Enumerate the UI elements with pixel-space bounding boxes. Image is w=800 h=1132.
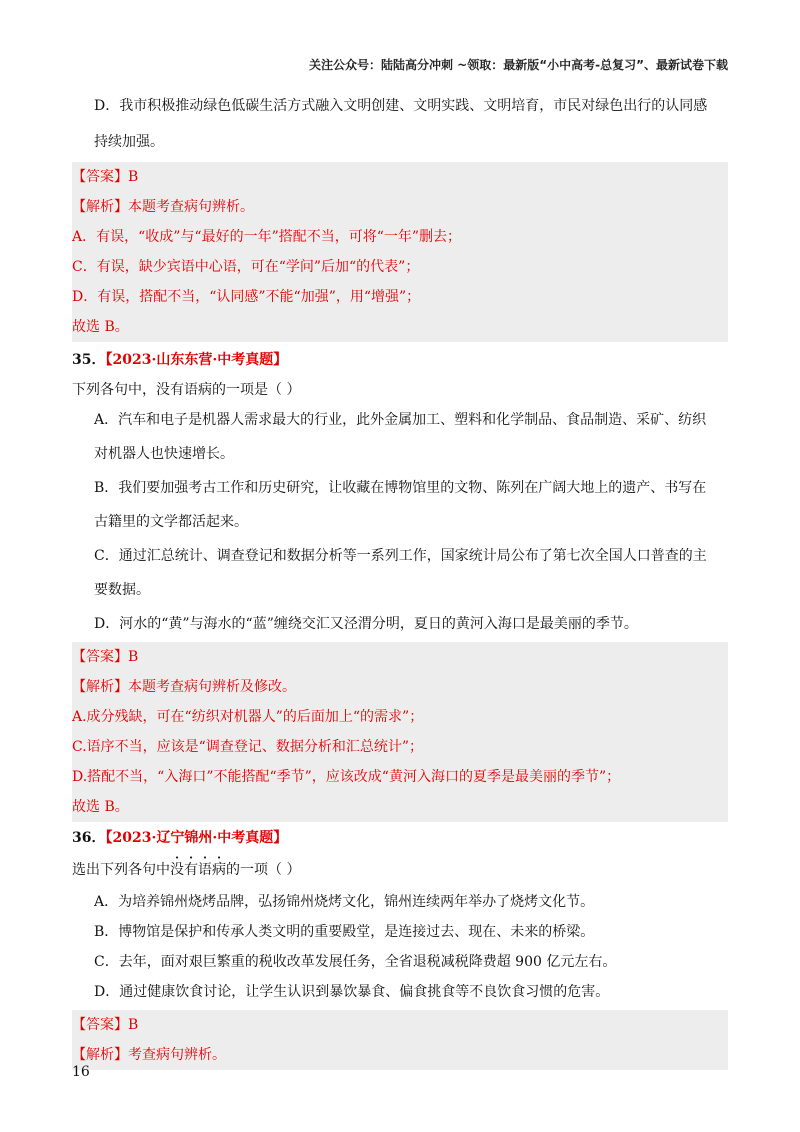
q35-conclusion: 故选 B。 <box>72 799 129 815</box>
q36-heading <box>72 826 728 850</box>
q35-option-c-line2: 要数据。 <box>94 582 150 598</box>
q36-number: 36． <box>72 830 106 846</box>
answer-tag: 【答案】 <box>72 649 128 665</box>
analysis-tag: 【解析】 <box>72 1047 128 1063</box>
analysis-tag: 【解析】 <box>72 679 128 695</box>
q36-option-d: D．通过健康饮食讨论，让学生认识到暴饮暴食、偏食挑食等不良饮食习惯的危害。 <box>94 984 610 1000</box>
q35-analysis <box>72 676 728 698</box>
q36-analysis <box>72 1044 728 1066</box>
prev-answer-block <box>72 162 728 342</box>
analysis-text: 考查病句辨析。 <box>128 1047 226 1063</box>
q35-stem: 下列各句中，没有语病的一项是（ ） <box>72 382 301 398</box>
prev-note-d: D．有误，搭配不当，“认同感”不能“加强”，用“增强”； <box>72 289 421 305</box>
answer-tag: 【答案】 <box>72 1017 128 1033</box>
q36-stem-before: 选出下列各句中 <box>72 862 170 878</box>
q36-answer <box>72 1014 728 1036</box>
q35-note-c: C.语序不当，应该是“调查登记、数据分析和汇总统计”； <box>72 739 423 755</box>
analysis-text: 本题考查病句辨析及修改。 <box>128 679 296 695</box>
emphasis-char: 有 <box>184 862 198 878</box>
prev-analysis <box>72 196 728 218</box>
emphasis-char: 没 <box>170 862 184 878</box>
q35-heading <box>72 348 728 372</box>
page-content <box>72 94 728 1070</box>
q36-answer-block <box>72 1010 728 1070</box>
q36-source: 【2023·辽宁锦州·中考真题】 <box>105 830 288 846</box>
q35-option-d: D．河水的“黄”与海水的“蓝”缠绕交汇又泾渭分明，夏日的黄河入海口是最美丽的季节。 <box>94 616 638 632</box>
q35-option-a-line1: A．汽车和电子是机器人需求最大的行业，此外金属加工、塑料和化学制品、食品制造、采矿、纺织 <box>94 412 707 428</box>
prev-conclusion: 故选 B。 <box>72 319 129 335</box>
prev-note-a: A．有误，“收成”与“最好的一年”搭配不当，可将“一年”删去； <box>72 229 462 245</box>
q35-option-b-line2: 古籍里的文学都活起来。 <box>94 514 248 530</box>
q36-option-c: C．去年，面对艰巨繁重的税收改革发展任务，全省退税减税降费超 900 亿元左右。 <box>94 954 617 970</box>
answer-tag: 【答案】 <box>72 169 128 185</box>
q36-stem <box>72 858 728 882</box>
analysis-text: 本题考查病句辨析。 <box>128 199 254 215</box>
q36-stem-after: 的一项（ ） <box>226 862 301 878</box>
q35-option-c-line1: C．通过汇总统计、调查登记和数据分析等一系列工作，国家统计局公布了第七次全国人口普查的主 <box>94 548 707 564</box>
page-header: 关注公众号：陆陆高分冲刺 ~领取：最新版“小中高考-总复习”、最新试卷下载 <box>309 58 728 72</box>
q35-number: 35． <box>72 352 106 368</box>
q35-answer-block <box>72 642 728 822</box>
emphasis-char: 语 <box>198 862 212 878</box>
q35-note-d: D.搭配不当，“入海口”不能搭配“季节”，应该改成“黄河入海口的夏季是最美丽的季节”； <box>72 769 621 785</box>
page-number: 16 <box>72 1064 90 1080</box>
answer-value: B <box>128 649 139 665</box>
q35-option-b-line1: B．我们要加强考古工作和历史研究，让收藏在博物馆里的文物、陈列在广阔大地上的遗产、书写在 <box>94 480 707 496</box>
q35-source: 【2023·山东东营·中考真题】 <box>105 352 288 368</box>
answer-value: B <box>128 169 139 185</box>
analysis-tag: 【解析】 <box>72 199 128 215</box>
answer-value: B <box>128 1017 139 1033</box>
q35-answer <box>72 646 728 668</box>
prev-answer <box>72 166 728 188</box>
prev-option-d-line2: 持续加强。 <box>94 134 164 150</box>
prev-note-c: C．有误，缺少宾语中心语，可在“学问”后加“的代表”； <box>72 259 420 275</box>
emphasis-char: 病 <box>212 862 226 878</box>
prev-option-d-line1: D．我市积极推动绿色低碳生活方式融入文明创建、文明实践、文明培育，市民对绿色出行的认同感 <box>94 98 708 114</box>
q36-option-b: B．博物馆是保护和传承人类文明的重要殿堂，是连接过去、现在、未来的桥梁。 <box>94 924 595 940</box>
q36-option-a: A．为培养锦州烧烤品牌，弘扬锦州烧烤文化，锦州连续两年举办了烧烤文化节。 <box>94 894 595 910</box>
q35-option-a-line2: 对机器人也快速增长。 <box>94 446 234 462</box>
q35-note-a: A.成分残缺，可在“纺织对机器人”的后面加上“的需求”； <box>72 709 424 725</box>
